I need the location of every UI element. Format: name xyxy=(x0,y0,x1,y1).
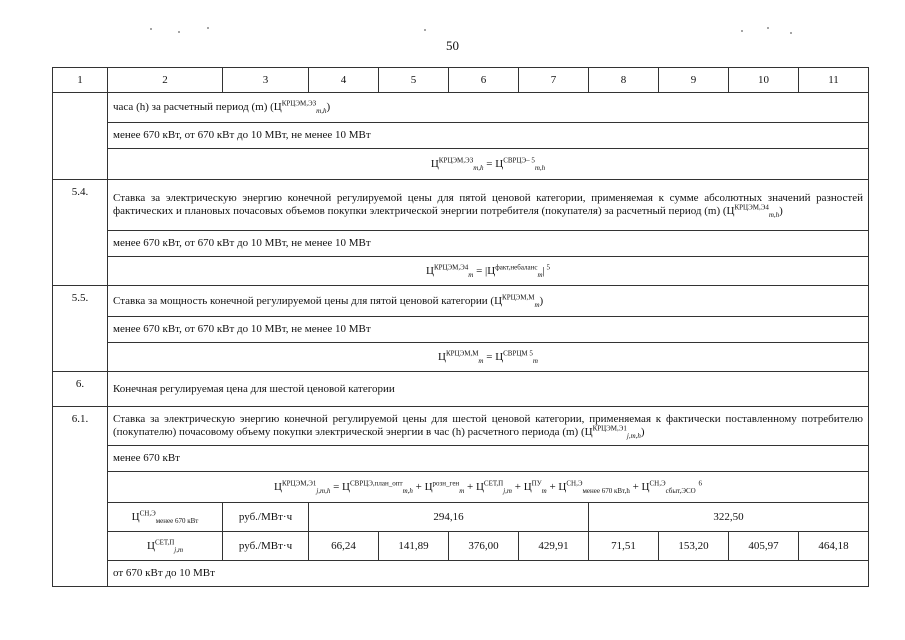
table-row xyxy=(53,407,869,446)
col-header: 7 xyxy=(519,68,589,93)
rate-value: 464,18 xyxy=(799,532,869,561)
table-row xyxy=(53,317,869,343)
col-header: 1 xyxy=(53,68,108,93)
row-number-cell xyxy=(53,93,108,180)
col-header: 6 xyxy=(449,68,519,93)
row-number: 6.1. xyxy=(53,407,108,587)
header-row xyxy=(53,68,869,93)
row-description: Ставка за электрическую энергию конечной регулируемой цены для шестой ценовой категории, применяемая к фактически поставленному потребителю (покупателю) почасовому объему покупки электрической энергии в час (h) расчетного периода (m) $(Ц^{КРЦЭМ,Э1}_{j,m,h})$ xyxy=(108,407,869,446)
row-description: Конечная регулируемая цена для шестой ценовой категории xyxy=(108,372,869,407)
table-row xyxy=(53,532,869,561)
table-row xyxy=(53,180,869,231)
rate-value: 66,24 xyxy=(309,532,379,561)
capacity-range: менее 670 кВт, от 670 кВт до 10 МВт, не менее 10 МВт xyxy=(108,317,869,343)
rate-value: 322,50 xyxy=(589,503,869,532)
capacity-range: менее 670 кВт, от 670 кВт до 10 МВт, не менее 10 МВт xyxy=(108,231,869,257)
rate-value: 141,89 xyxy=(379,532,449,561)
scan-artifacts xyxy=(0,26,905,36)
rate-label: $Ц^{СН,Э}_{менее 670 кВт}$ xyxy=(108,503,223,532)
table-row xyxy=(53,343,869,372)
table-row xyxy=(53,561,869,587)
table-row xyxy=(53,257,869,286)
rate-unit: руб./МВт·ч xyxy=(223,503,309,532)
row-description: Ставка за электрическую энергию конечной регулируемой цены для пятой ценовой категории, применяемая к сумме абсолютных значений разностей фактических и плановых почасовых объемов покупки электрической энергии потребителя (покупателя) за расчетный период (m) $(Ц^{КРЦЭМ,Э4}_{m,h})$ xyxy=(108,180,869,231)
rate-value: 153,20 xyxy=(659,532,729,561)
table-row xyxy=(53,286,869,317)
col-header: 4 xyxy=(309,68,379,93)
rate-value: 71,51 xyxy=(589,532,659,561)
col-header: 5 xyxy=(379,68,449,93)
row-number: 5.4. xyxy=(53,180,108,286)
page-number: 50 xyxy=(446,38,459,53)
col-header: 9 xyxy=(659,68,729,93)
formula-row: $Ц^{КРЦЭМ,Э4}_m = |Ц^{факт,небаланс}_m|$ $^5$ xyxy=(108,257,869,286)
row-number: 5.5. xyxy=(53,286,108,372)
row-description: часа (h) за расчетный период (m) $(Ц^{КРЦЭМ,ЭЗ}_{m,h})$ xyxy=(108,93,869,123)
table-row xyxy=(53,149,869,180)
table-row xyxy=(53,503,869,532)
rate-label: $Ц^{СЕТ,П}_{j,m}$ xyxy=(108,532,223,561)
row-description: Ставка за мощность конечной регулируемой цены для пятой ценовой категории $(Ц^{КРЦЭМ,М}_m)$ xyxy=(108,286,869,317)
rate-value: 429,91 xyxy=(519,532,589,561)
formula-row: $Ц^{КРЦЭМ,Э1}_{j,m,h} = Ц^{СВРЦЭ,план\_опт}_{m,h} + Ц^{розн\_ген}_m + Ц^{СЕТ,П}_{j,m} + Ц^{ПУ}_m + Ц^{СН,Э}_{менее 670 кВт,h} + Ц^{СН,Э}_{сбыт,ЭСО}$ $^6$ xyxy=(108,472,869,503)
tariff-table xyxy=(52,67,869,587)
formula-row: $Ц^{КРЦЭМ,М}_m = Ц^{СВРЦМ 5}_m$ xyxy=(108,343,869,372)
rate-value: 376,00 xyxy=(449,532,519,561)
col-header: 11 xyxy=(799,68,869,93)
table-row xyxy=(53,93,869,123)
row-number: 6. xyxy=(53,372,108,407)
col-header: 8 xyxy=(589,68,659,93)
capacity-range: менее 670 кВт, от 670 кВт до 10 МВт, не менее 10 МВт xyxy=(108,123,869,149)
rate-unit: руб./МВт·ч xyxy=(223,532,309,561)
formula-row: $Ц^{КРЦЭМ,ЭЗ}_{m,h} = Ц^{СВРЦЭ- 5}_{m,h}$ xyxy=(108,149,869,180)
capacity-range: от 670 кВт до 10 МВт xyxy=(108,561,869,587)
col-header: 10 xyxy=(729,68,799,93)
table-row xyxy=(53,123,869,149)
table-row xyxy=(53,372,869,407)
table-row xyxy=(53,231,869,257)
table-row xyxy=(53,446,869,472)
capacity-range: менее 670 кВт xyxy=(108,446,869,472)
table-row xyxy=(53,472,869,503)
rate-value: 405,97 xyxy=(729,532,799,561)
col-header: 3 xyxy=(223,68,309,93)
col-header: 2 xyxy=(108,68,223,93)
rate-value: 294,16 xyxy=(309,503,589,532)
